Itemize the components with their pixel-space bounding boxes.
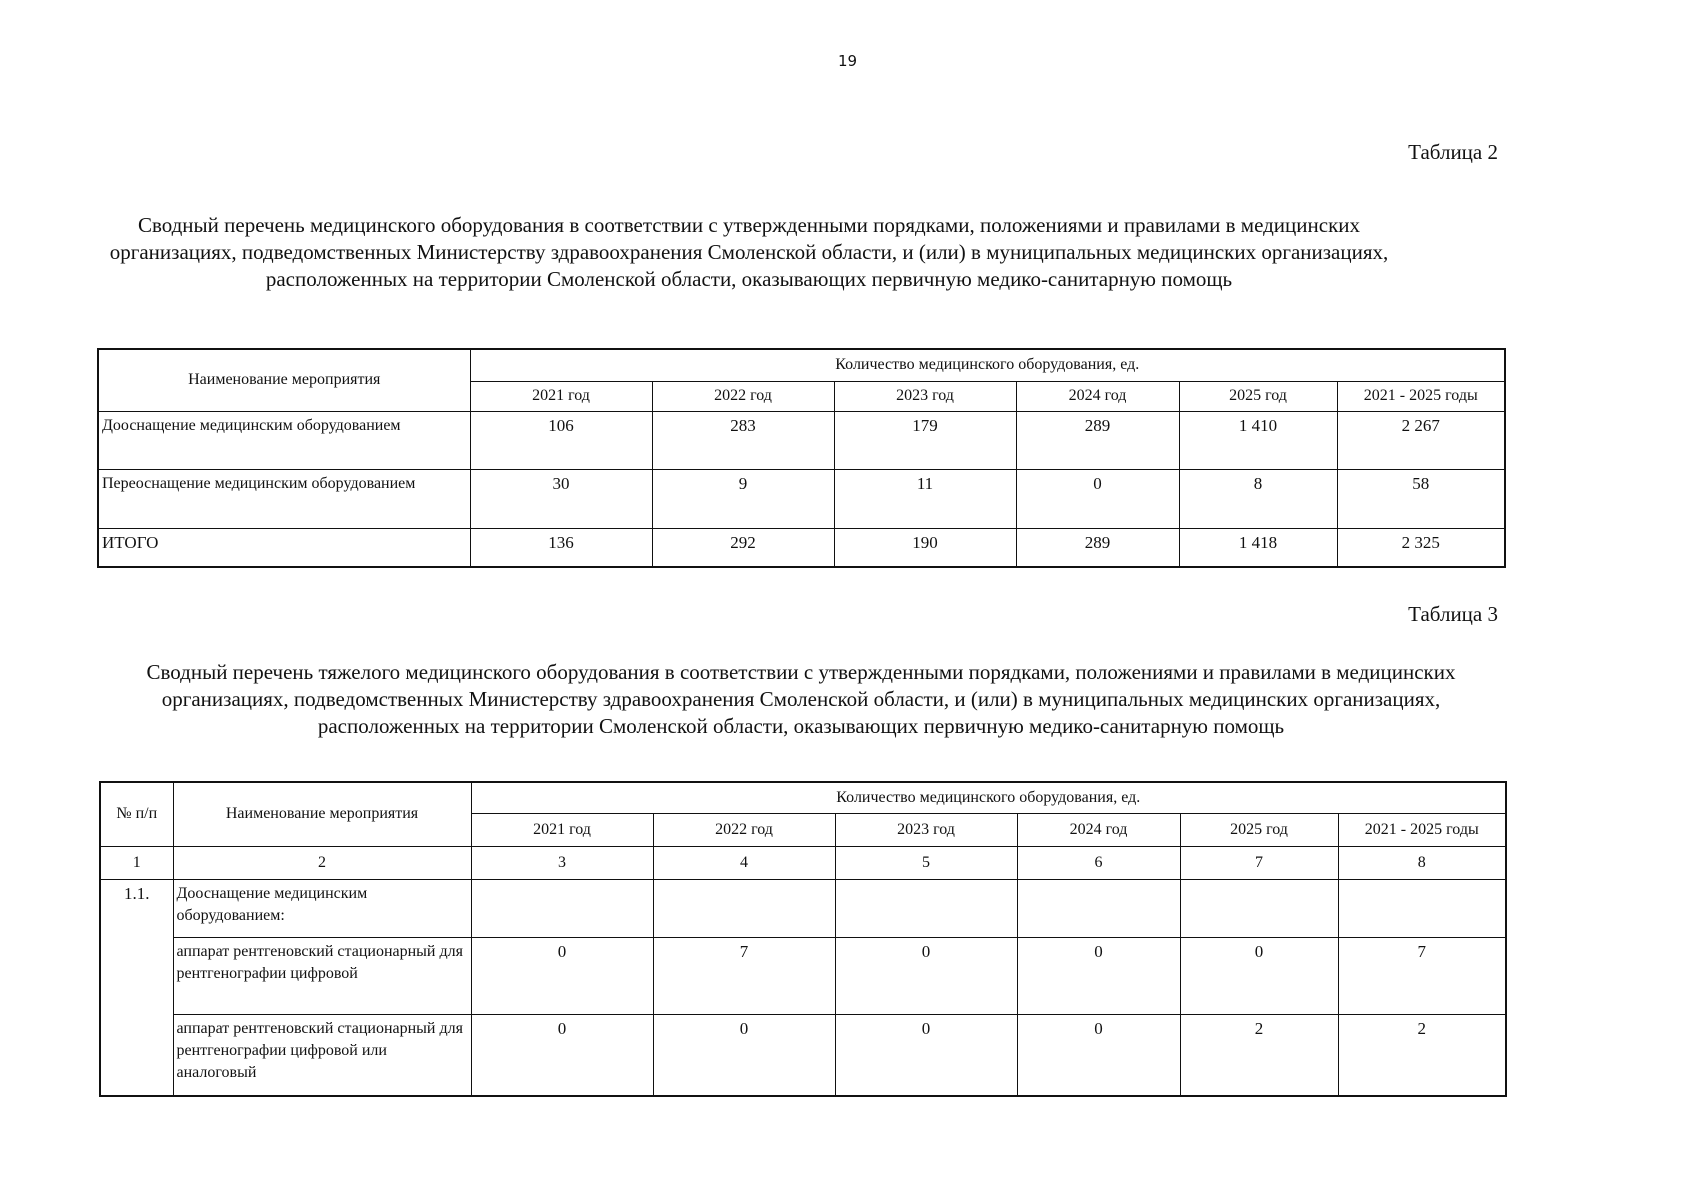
cell-value: 292 [652, 528, 834, 567]
cell-empty [1338, 879, 1506, 937]
cell-value: 283 [652, 411, 834, 469]
caption-line: Сводный перечень тяжелого медицинского оборудования в соответствии с утвержденными порядками, положениями и правилами в медицинских [146, 660, 1456, 684]
cell-value: 190 [834, 528, 1016, 567]
cell-value: 58 [1337, 469, 1505, 528]
table-2-caption [90, 212, 1408, 293]
table-row [98, 411, 1505, 469]
caption-line: Сводный перечень медицинского оборудования в соответствии с утвержденными порядками, положениями и правилами в медицинских [137, 213, 1361, 237]
table-row [100, 1014, 1506, 1096]
column-number: 4 [653, 846, 835, 879]
table-3-label: Таблица 3 [1408, 602, 1498, 626]
header-year: 2024 год [1016, 381, 1179, 411]
cell-value: 0 [1180, 937, 1338, 1014]
cell-empty [653, 879, 835, 937]
header-group: Количество медицинского оборудования, ед. [471, 782, 1506, 813]
cell-value: 1 418 [1179, 528, 1337, 567]
cell-value: 0 [835, 1014, 1017, 1096]
table-row [100, 937, 1506, 1014]
column-number: 2 [173, 846, 471, 879]
section-row [100, 879, 1506, 937]
cell-value: 2 325 [1337, 528, 1505, 567]
header-name: Наименование мероприятия [173, 782, 471, 846]
cell-value: 8 [1179, 469, 1337, 528]
table-3 [99, 781, 1507, 1097]
cell-value: 136 [470, 528, 652, 567]
caption-line: расположенных на территории Смоленской области, оказывающих первичную медико-санитарную помощь [265, 267, 1233, 291]
cell-value: 7 [653, 937, 835, 1014]
caption-line: расположенных на территории Смоленской области, оказывающих первичную медико-санитарную помощь [317, 714, 1285, 738]
cell-value: 2 [1180, 1014, 1338, 1096]
table-row [98, 469, 1505, 528]
header-year: 2021 год [471, 813, 653, 846]
column-numbers-row [100, 846, 1506, 879]
cell-value: 11 [834, 469, 1016, 528]
column-number: 3 [471, 846, 653, 879]
column-number: 7 [1180, 846, 1338, 879]
cell-value: 1 410 [1179, 411, 1337, 469]
cell-value: 30 [470, 469, 652, 528]
cell-value: 0 [1017, 937, 1180, 1014]
table-3-caption [97, 659, 1505, 740]
table-row [98, 528, 1505, 567]
cell-empty [471, 879, 653, 937]
caption-line: организациях, подведомственных Министерству здравоохранения Смоленской области, и (или) в муниципальных медицинских организациях, [161, 687, 1441, 711]
row-name: аппарат рентгеновский стационарный для рентгенографии цифровой [173, 937, 471, 1014]
cell-value: 0 [471, 1014, 653, 1096]
header-year: 2024 год [1017, 813, 1180, 846]
column-number: 1 [100, 846, 173, 879]
header-year: 2022 год [653, 813, 835, 846]
header-year: 2021 - 2025 годы [1338, 813, 1506, 846]
cell-empty [1017, 879, 1180, 937]
cell-value: 2 267 [1337, 411, 1505, 469]
cell-value: 289 [1016, 411, 1179, 469]
cell-value: 9 [652, 469, 834, 528]
section-number: 1.1. [100, 879, 173, 1096]
header-group: Количество медицинского оборудования, ед. [470, 349, 1505, 381]
header-name: Наименование мероприятия [98, 349, 470, 411]
header-year: 2025 год [1180, 813, 1338, 846]
header-year: 2021 - 2025 годы [1337, 381, 1505, 411]
column-number: 8 [1338, 846, 1506, 879]
column-number: 6 [1017, 846, 1180, 879]
cell-value: 0 [1017, 1014, 1180, 1096]
cell-value: 106 [470, 411, 652, 469]
header-year: 2025 год [1179, 381, 1337, 411]
header-year: 2023 год [835, 813, 1017, 846]
cell-value: 289 [1016, 528, 1179, 567]
caption-line: организациях, подведомственных Министерству здравоохранения Смоленской области, и (или) в муниципальных медицинских организациях, [109, 240, 1389, 264]
cell-value: 0 [471, 937, 653, 1014]
header-no: № п/п [100, 782, 173, 846]
cell-value: 0 [835, 937, 1017, 1014]
table-2-label: Таблица 2 [1408, 140, 1498, 164]
header-year: 2022 год [652, 381, 834, 411]
row-name: Переоснащение медицинским оборудованием [98, 469, 470, 528]
row-name: ИТОГО [98, 528, 470, 567]
cell-value: 0 [653, 1014, 835, 1096]
column-number: 5 [835, 846, 1017, 879]
row-name: аппарат рентгеновский стационарный для рентгенографии цифровой или аналоговый [173, 1014, 471, 1096]
section-name: Дооснащение медицинским оборудованием: [173, 879, 471, 937]
cell-empty [1180, 879, 1338, 937]
cell-empty [835, 879, 1017, 937]
row-name: Дооснащение медицинским оборудованием [98, 411, 470, 469]
cell-value: 2 [1338, 1014, 1506, 1096]
header-year: 2023 год [834, 381, 1016, 411]
cell-value: 0 [1016, 469, 1179, 528]
header-year: 2021 год [470, 381, 652, 411]
cell-value: 7 [1338, 937, 1506, 1014]
cell-value: 179 [834, 411, 1016, 469]
page-number: 19 [837, 52, 858, 70]
table-2 [97, 348, 1506, 568]
